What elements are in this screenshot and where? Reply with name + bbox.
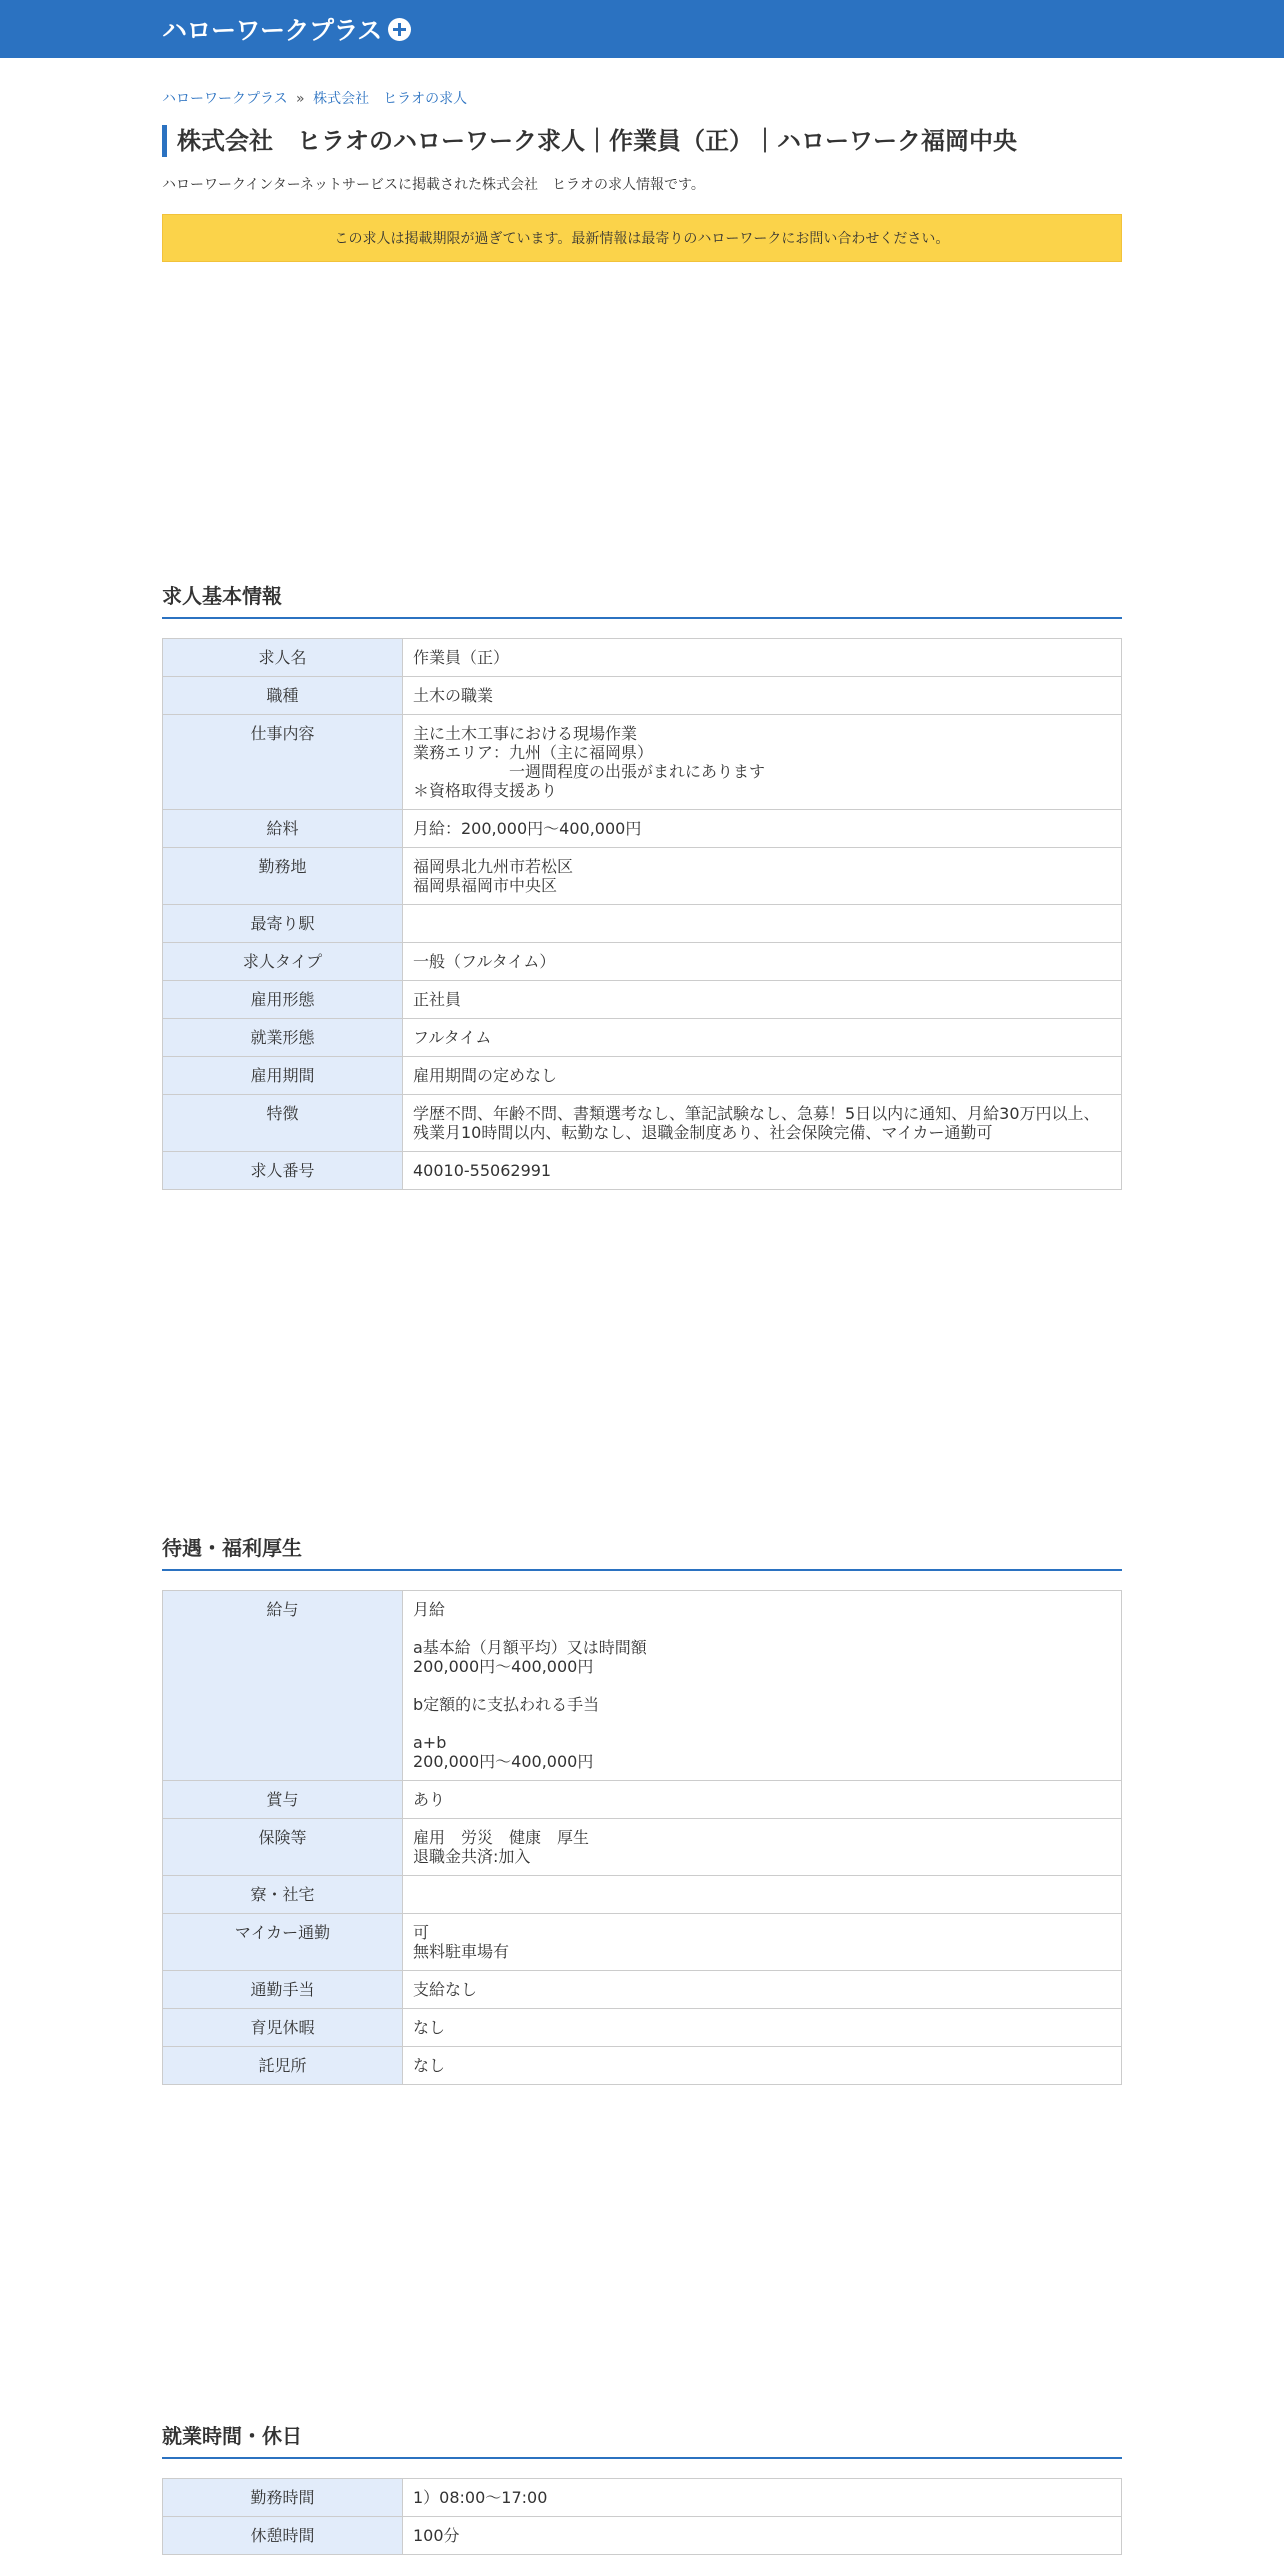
row-value: なし (403, 2009, 1122, 2047)
table-row (163, 848, 1122, 905)
row-label: 賞与 (163, 1781, 403, 1819)
breadcrumb-link-home[interactable]: ハローワークプラス (162, 91, 288, 107)
row-label: 育児休暇 (163, 2009, 403, 2047)
row-value: なし (403, 2047, 1122, 2085)
table-row (163, 639, 1122, 677)
row-value: 可 無料駐車場有 (403, 1914, 1122, 1971)
row-label: 託児所 (163, 2047, 403, 2085)
row-value: 100分 (403, 2517, 1122, 2555)
row-label: 雇用形態 (163, 981, 403, 1019)
row-value (403, 905, 1122, 943)
breadcrumb (162, 88, 467, 108)
table-row (163, 715, 1122, 810)
row-label: 勤務地 (163, 848, 403, 905)
row-value: 福岡県北九州市若松区 福岡県福岡市中央区 (403, 848, 1122, 905)
row-label: 求人番号 (163, 1152, 403, 1190)
table-row (163, 1876, 1122, 1914)
table-row (163, 2479, 1122, 2517)
basic-info-table (162, 638, 1122, 1190)
table-row (163, 1152, 1122, 1190)
row-value: 支給なし (403, 1971, 1122, 2009)
row-label: 通勤手当 (163, 1971, 403, 2009)
section-heading-basic-info: 求人基本情報 (162, 580, 1122, 619)
page-title: 株式会社 ヒラオのハローワーク求人｜作業員（正）｜ハローワーク福岡中央 (162, 125, 1122, 157)
intro-text: ハローワークインターネットサービスに掲載された株式会社 ヒラオの求人情報です。 (162, 177, 705, 193)
row-value: 月給 a基本給（月額平均）又は時間額 200,000円～400,000円 b定額的に支払われる手当 a+b 200,000円～400,000円 (403, 1591, 1122, 1781)
breadcrumb-separator: » (296, 91, 305, 107)
table-row (163, 1819, 1122, 1876)
row-label: 仕事内容 (163, 715, 403, 810)
row-label: 雇用期間 (163, 1057, 403, 1095)
row-value: 雇用 労災 健康 厚生 退職金共済:加入 (403, 1819, 1122, 1876)
row-label: マイカー通勤 (163, 1914, 403, 1971)
table-row (163, 1971, 1122, 2009)
row-value: 土木の職業 (403, 677, 1122, 715)
benefits-table (162, 1590, 1122, 2085)
section-heading-benefits: 待遇・福利厚生 (162, 1532, 1122, 1571)
row-label: 就業形態 (163, 1019, 403, 1057)
row-value: 一般（フルタイム） (403, 943, 1122, 981)
row-value: 主に土木工事における現場作業 業務エリア：九州（主に福岡県） 一週間程度の出張がまれにあります ＊資格取得支援あり (403, 715, 1122, 810)
table-row (163, 1914, 1122, 1971)
row-label: 給与 (163, 1591, 403, 1781)
row-value: 正社員 (403, 981, 1122, 1019)
row-label: 職種 (163, 677, 403, 715)
table-row (163, 905, 1122, 943)
expired-notice: この求人は掲載期限が過ぎています。最新情報は最寄りのハローワークにお問い合わせください。 (162, 214, 1122, 262)
breadcrumb-link-company[interactable]: 株式会社 ヒラオの求人 (313, 91, 468, 107)
row-label: 求人タイプ (163, 943, 403, 981)
logo-text[interactable]: ハローワークプラス (162, 16, 382, 45)
row-label: 休憩時間 (163, 2517, 403, 2555)
table-row (163, 2009, 1122, 2047)
table-row (163, 810, 1122, 848)
table-row (163, 1019, 1122, 1057)
row-label: 求人名 (163, 639, 403, 677)
row-value: 1）08:00～17:00 (403, 2479, 1122, 2517)
row-label: 最寄り駅 (163, 905, 403, 943)
row-value: 40010-55062991 (403, 1152, 1122, 1190)
table-row (163, 981, 1122, 1019)
table-row (163, 1591, 1122, 1781)
table-row (163, 1057, 1122, 1095)
plus-icon (388, 18, 411, 41)
section-heading-hours: 就業時間・休日 (162, 2420, 1122, 2459)
row-value: 学歴不問、年齢不問、書類選考なし、筆記試験なし、急募！5日以内に通知、月給30万円以上、残業月10時間以内、転勤なし、退職金制度あり、社会保険完備、マイカー通勤可 (403, 1095, 1122, 1152)
row-label: 特徴 (163, 1095, 403, 1152)
table-row (163, 1095, 1122, 1152)
row-value: 月給：200,000円～400,000円 (403, 810, 1122, 848)
hours-table (162, 2478, 1122, 2555)
row-label: 寮・社宅 (163, 1876, 403, 1914)
row-value: 作業員（正） (403, 639, 1122, 677)
site-logo[interactable] (162, 12, 411, 46)
row-value (403, 1876, 1122, 1914)
row-value: フルタイム (403, 1019, 1122, 1057)
table-row (163, 1781, 1122, 1819)
row-label: 保険等 (163, 1819, 403, 1876)
site-header (0, 0, 1284, 58)
table-row (163, 677, 1122, 715)
row-label: 給料 (163, 810, 403, 848)
table-row (163, 943, 1122, 981)
table-row (163, 2517, 1122, 2555)
row-label: 勤務時間 (163, 2479, 403, 2517)
row-value: あり (403, 1781, 1122, 1819)
row-value: 雇用期間の定めなし (403, 1057, 1122, 1095)
table-row (163, 2047, 1122, 2085)
